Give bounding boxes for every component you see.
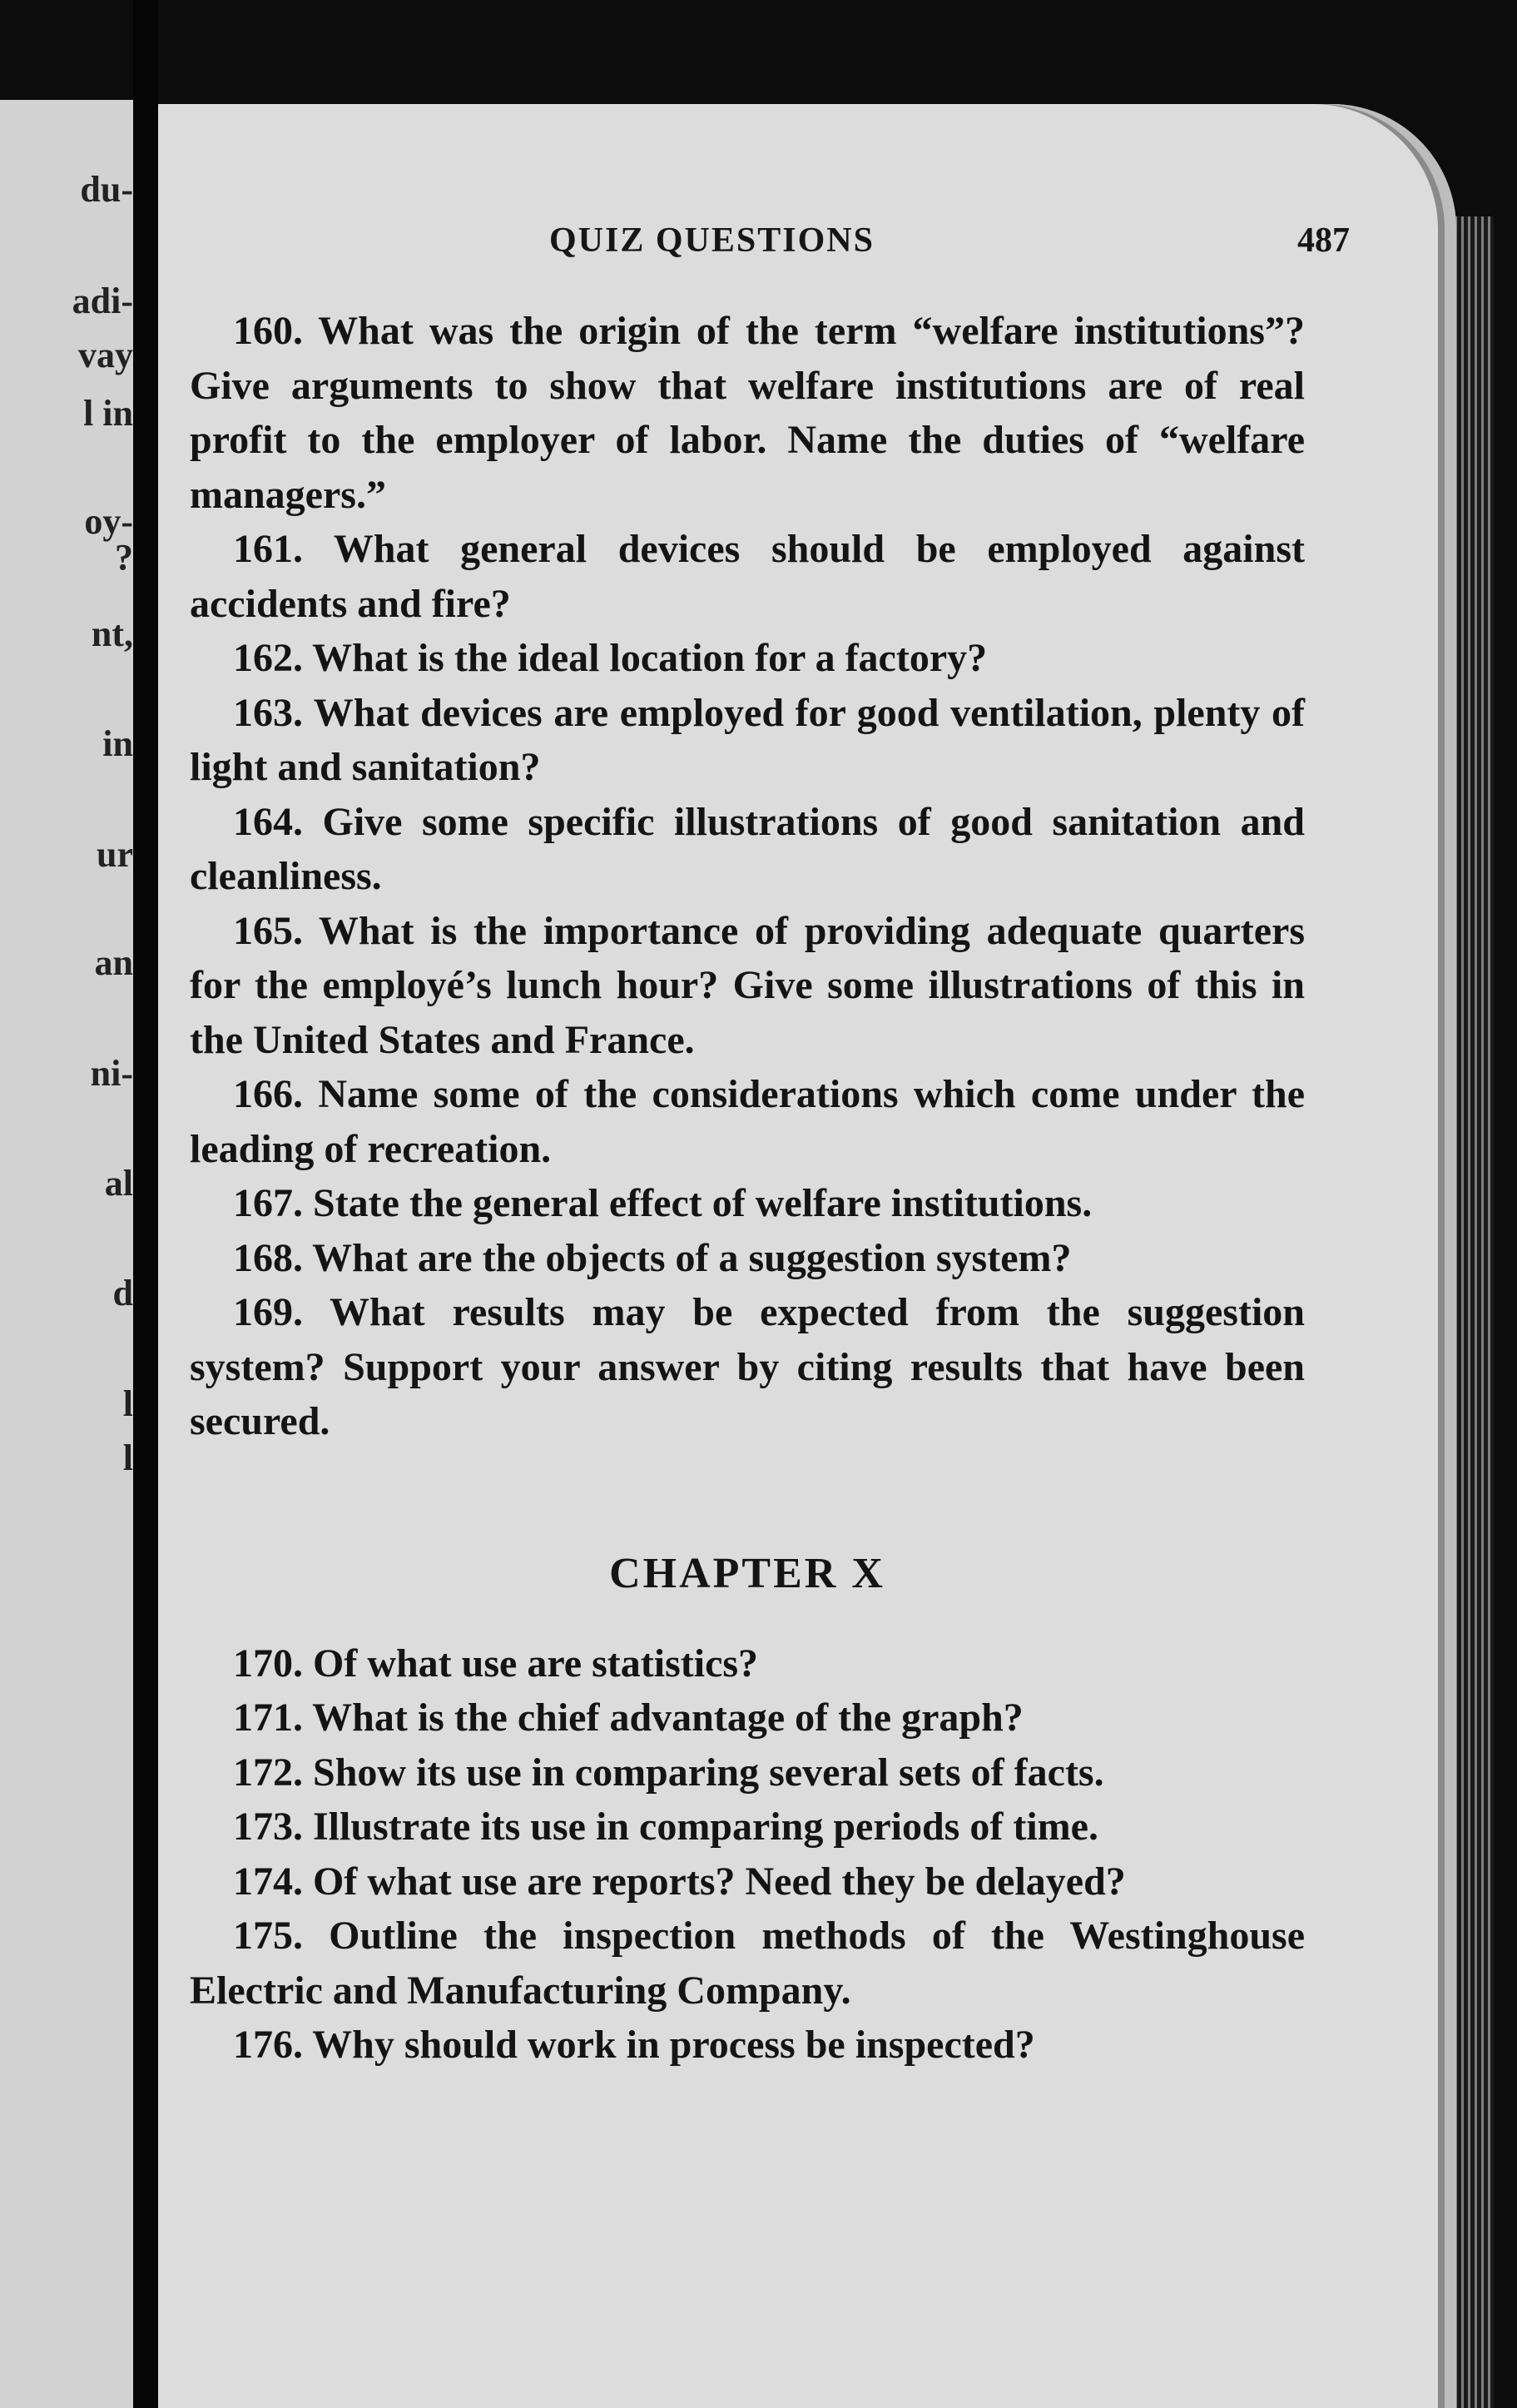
question-number: 171. <box>233 1696 303 1740</box>
question-text: Give some specific illustrations of good sanitation and cleanliness. <box>190 799 1305 898</box>
facing-fragment: ur <box>97 834 133 875</box>
quiz-question <box>190 522 1305 631</box>
question-text: Of what use are reports? Need they be delayed? <box>313 1859 1126 1904</box>
facing-fragment: al <box>104 1163 133 1204</box>
question-text: Of what use are statistics? <box>313 1641 759 1686</box>
question-list-part1 <box>190 304 1305 1449</box>
question-number: 161. <box>233 527 303 571</box>
quiz-question <box>190 1176 1305 1231</box>
facing-fragment: l <box>122 1437 133 1478</box>
facing-fragment: d <box>112 1273 133 1313</box>
question-text: Name some of the considerations which come under the leading of recreation. <box>190 1072 1306 1171</box>
question-number: 166. <box>233 1072 303 1116</box>
quiz-question <box>190 795 1305 904</box>
question-number: 165. <box>233 908 303 953</box>
quiz-question <box>190 1285 1305 1449</box>
question-number: 168. <box>233 1235 303 1280</box>
quiz-question <box>190 1636 1305 1691</box>
facing-fragment: ? <box>115 537 133 578</box>
question-text: Illustrate its use in comparing periods of time. <box>313 1805 1098 1849</box>
facing-fragment: in <box>102 723 133 764</box>
quiz-question <box>190 1800 1305 1854</box>
question-number: 160. <box>233 309 303 353</box>
running-title: QUIZ QUESTIONS <box>549 221 875 260</box>
page-content <box>190 304 1305 2073</box>
question-text: State the general effect of welfare institutions. <box>313 1181 1093 1225</box>
question-text: Show its use in comparing several sets of facts. <box>313 1750 1104 1795</box>
question-text: What results may be expected from the suggestion system? Support your answer by citing results that have been secured. <box>190 1290 1306 1443</box>
question-number: 172. <box>233 1750 303 1795</box>
facing-fragment: adi- <box>72 281 133 321</box>
question-number: 164. <box>233 799 303 844</box>
question-text: What devices are employed for good ventilation, plenty of light and sanitation? <box>190 690 1306 789</box>
facing-fragment: vay <box>78 335 133 375</box>
quiz-question <box>190 1854 1305 1909</box>
question-list-part2 <box>190 1636 1305 2073</box>
question-number: 173. <box>233 1805 303 1849</box>
quiz-question <box>190 1231 1305 1286</box>
question-number: 169. <box>233 1290 303 1334</box>
question-text: Why should work in process be inspected? <box>312 2023 1035 2067</box>
page-number: 487 <box>1297 221 1350 260</box>
facing-fragment: an <box>94 942 133 983</box>
question-number: 163. <box>233 690 303 735</box>
facing-fragment: l <box>122 1383 133 1424</box>
quiz-question <box>190 1745 1305 1800</box>
question-number: 162. <box>233 636 303 680</box>
quiz-question <box>190 1691 1305 1745</box>
book-page <box>158 104 1456 2408</box>
question-text: What was the origin of the term “welfare institutions”? Give arguments to show that welfare institutions are of real profit to the employer of labor. Name the duties of “welfare managers.” <box>190 309 1305 517</box>
question-number: 175. <box>233 1914 303 1958</box>
facing-fragment: du- <box>80 169 133 210</box>
question-number: 170. <box>233 1641 303 1686</box>
question-number: 167. <box>233 1181 303 1225</box>
running-head <box>158 221 1456 279</box>
quiz-question <box>190 2018 1305 2073</box>
quiz-question <box>190 686 1305 795</box>
facing-fragment: l in <box>83 393 133 434</box>
question-text: Outline the inspection methods of the Westinghouse Electric and Manufacturing Company. <box>190 1914 1306 2013</box>
question-number: 176. <box>233 2023 303 2067</box>
facing-page-edge <box>0 100 133 2408</box>
quiz-question <box>190 1067 1305 1176</box>
quiz-question <box>190 304 1305 522</box>
question-text: What general devices should be employed against accidents and fire? <box>190 527 1305 626</box>
question-text: What is the ideal location for a factory? <box>312 636 988 680</box>
question-text: What is the importance of providing adequate quarters for the employé’s lunch hour? Give some illustrations of this in the United States and France. <box>190 908 1305 1062</box>
quiz-question <box>190 1909 1305 2018</box>
chapter-heading: CHAPTER X <box>609 1549 885 1597</box>
question-text: What is the chief advantage of the graph? <box>312 1696 1024 1740</box>
facing-fragment: nt, <box>91 613 133 654</box>
question-number: 174. <box>233 1859 303 1904</box>
facing-fragment: oy- <box>84 501 133 542</box>
facing-fragment: ni- <box>90 1053 133 1094</box>
book-gutter <box>133 0 158 2408</box>
question-text: What are the objects of a suggestion system? <box>312 1235 1072 1280</box>
quiz-question <box>190 904 1305 1068</box>
quiz-question <box>190 631 1305 686</box>
